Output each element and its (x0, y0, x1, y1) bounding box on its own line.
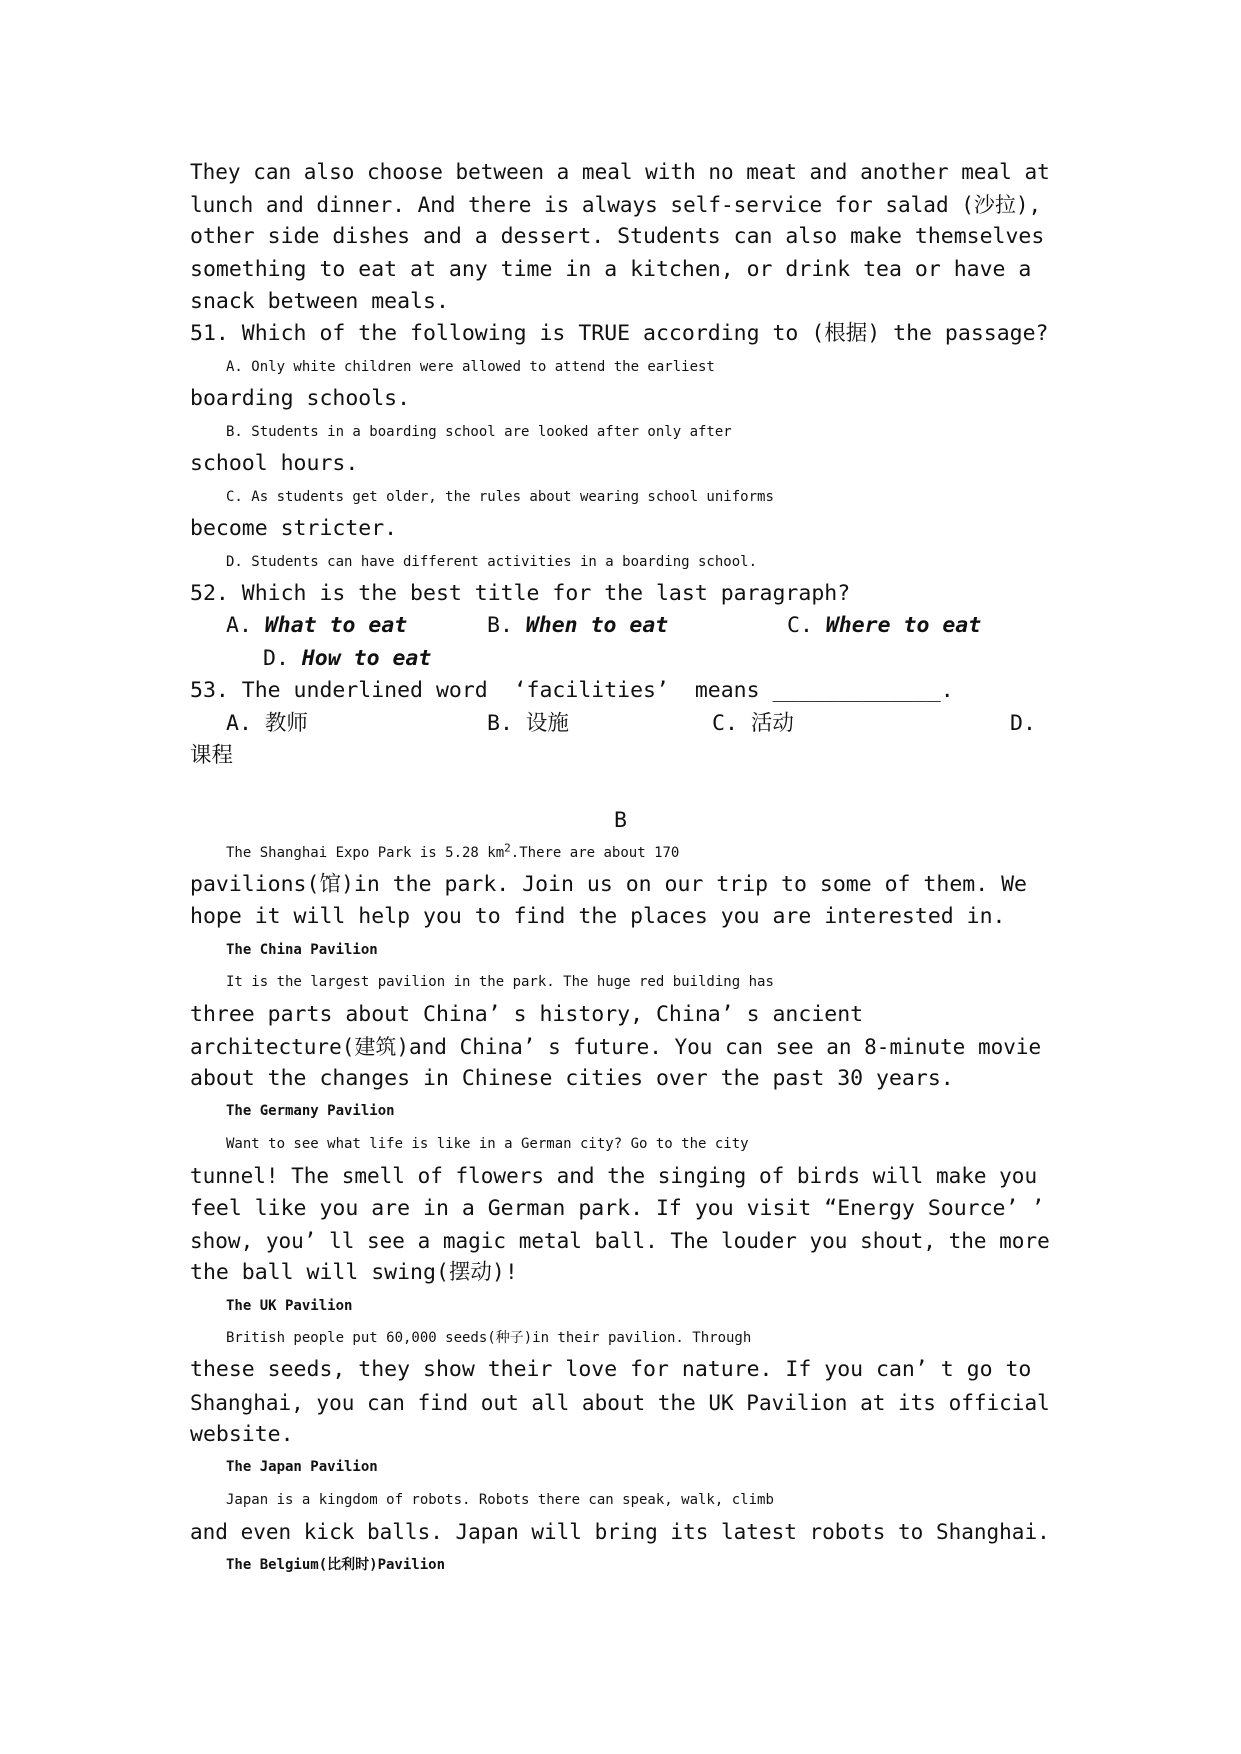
paragraph-line: about the changes in Chinese cities over the past 30 years. (190, 1066, 954, 1091)
heading-germany-pavilion: The Germany Pavilion (226, 1103, 395, 1119)
option-letter: A. (226, 613, 265, 638)
q52-option-d (263, 647, 431, 671)
passage-line: lunch and dinner. And there is always self-service for salad (沙拉), (190, 193, 1042, 217)
question-53-stem: 53. The underlined word ‘facilities’ means _____________. (190, 678, 954, 703)
q51-option-b: B. Students in a boarding school are looked after only after (226, 424, 732, 440)
paragraph-line: Shanghai, you can find out all about the UK Pavilion at its official (190, 1391, 1050, 1415)
paragraph-line: tunnel! The smell of flowers and the singing of birds will make you (190, 1164, 1038, 1188)
paragraph-line: show, you’ ll see a magic metal ball. The louder you shout, the more (190, 1229, 1050, 1253)
intro-text: .There are about 170 (510, 845, 680, 861)
option-text: When to eat (525, 613, 669, 638)
q51-option-c: C. As students get older, the rules about wearing school uniforms (226, 489, 774, 505)
heading-uk-pavilion: The UK Pavilion (226, 1298, 353, 1314)
section-label: B (614, 808, 627, 833)
paragraph-line: these seeds, they show their love for nature. If you can’ t go to (190, 1357, 1032, 1382)
q53-option-c: C. 活动 (712, 711, 794, 736)
q52-option-b (487, 614, 668, 638)
q51-option-a-cont: boarding schools. (190, 386, 411, 411)
passage-line: They can also choose between a meal with no meat and another meal at (190, 160, 1050, 184)
option-text: Where to eat (825, 613, 982, 638)
paragraph-line: hope it will help you to find the places you are interested in. (190, 904, 1006, 929)
passage-line: snack between meals. (190, 289, 449, 314)
q52-option-a (226, 614, 407, 638)
option-letter: C. (787, 613, 826, 638)
heading-japan-pavilion: The Japan Pavilion (226, 1459, 378, 1475)
paragraph-line: the ball will swing(摆动)! (190, 1260, 518, 1285)
option-text: What to eat (264, 613, 408, 638)
passage-line: other side dishes and a dessert. Students can also make themselves (190, 224, 1045, 249)
q53-option-d-letter: D. (1010, 711, 1036, 736)
passage-line: something to eat at any time in a kitchen, or drink tea or have a (190, 257, 1032, 282)
q51-option-c-cont: become stricter. (190, 516, 398, 541)
intro-text: The Shanghai Expo Park is 5.28 km (226, 845, 505, 861)
q51-option-d: D. Students can have different activities in a boarding school. (226, 554, 758, 570)
q51-option-a: A. Only white children were allowed to attend the earliest (226, 359, 715, 375)
option-letter: D. (263, 646, 302, 671)
option-letter: B. (487, 613, 526, 638)
paragraph-line: website. (190, 1422, 294, 1447)
q51-option-b-cont: school hours. (190, 451, 359, 476)
paragraph-line: Want to see what life is like in a German city? Go to the city (226, 1136, 749, 1152)
heading-belgium-pavilion: The Belgium(比利时)Pavilion (226, 1557, 446, 1573)
paragraph-line (226, 841, 1086, 865)
q52-option-c (787, 614, 981, 638)
question-52-stem: 52. Which is the best title for the last paragraph? (190, 581, 851, 606)
paragraph-line: pavilions(馆)in the park. Join us on our trip to some of them. We (190, 872, 1027, 897)
q53-option-a: A. 教师 (226, 711, 308, 736)
q53-option-b: B. 设施 (487, 711, 569, 736)
paragraph-line: architecture(建筑)and China’ s future. You can see an 8-minute movie (190, 1035, 1042, 1059)
question-51-stem: 51. Which of the following is TRUE according to (根据) the passage? (190, 321, 1049, 346)
paragraph-line: Japan is a kingdom of robots. Robots there can speak, walk, climb (226, 1492, 774, 1508)
paragraph-line: It is the largest pavilion in the park. The huge red building has (226, 974, 774, 990)
paragraph-line: British people put 60,000 seeds(种子)in their pavilion. Through (226, 1330, 752, 1346)
superscript: 2 (504, 841, 511, 855)
paragraph-line: and even kick balls. Japan will bring its latest robots to Shanghai. (190, 1520, 1050, 1544)
q53-option-d-text: 课程 (190, 743, 234, 768)
option-text: How to eat (301, 646, 432, 671)
heading-china-pavilion: The China Pavilion (226, 942, 378, 958)
paragraph-line: feel like you are in a German park. If you visit “Energy Source’ ’ (190, 1196, 1045, 1221)
paragraph-line: three parts about China’ s history, China’ s ancient (190, 1002, 864, 1027)
